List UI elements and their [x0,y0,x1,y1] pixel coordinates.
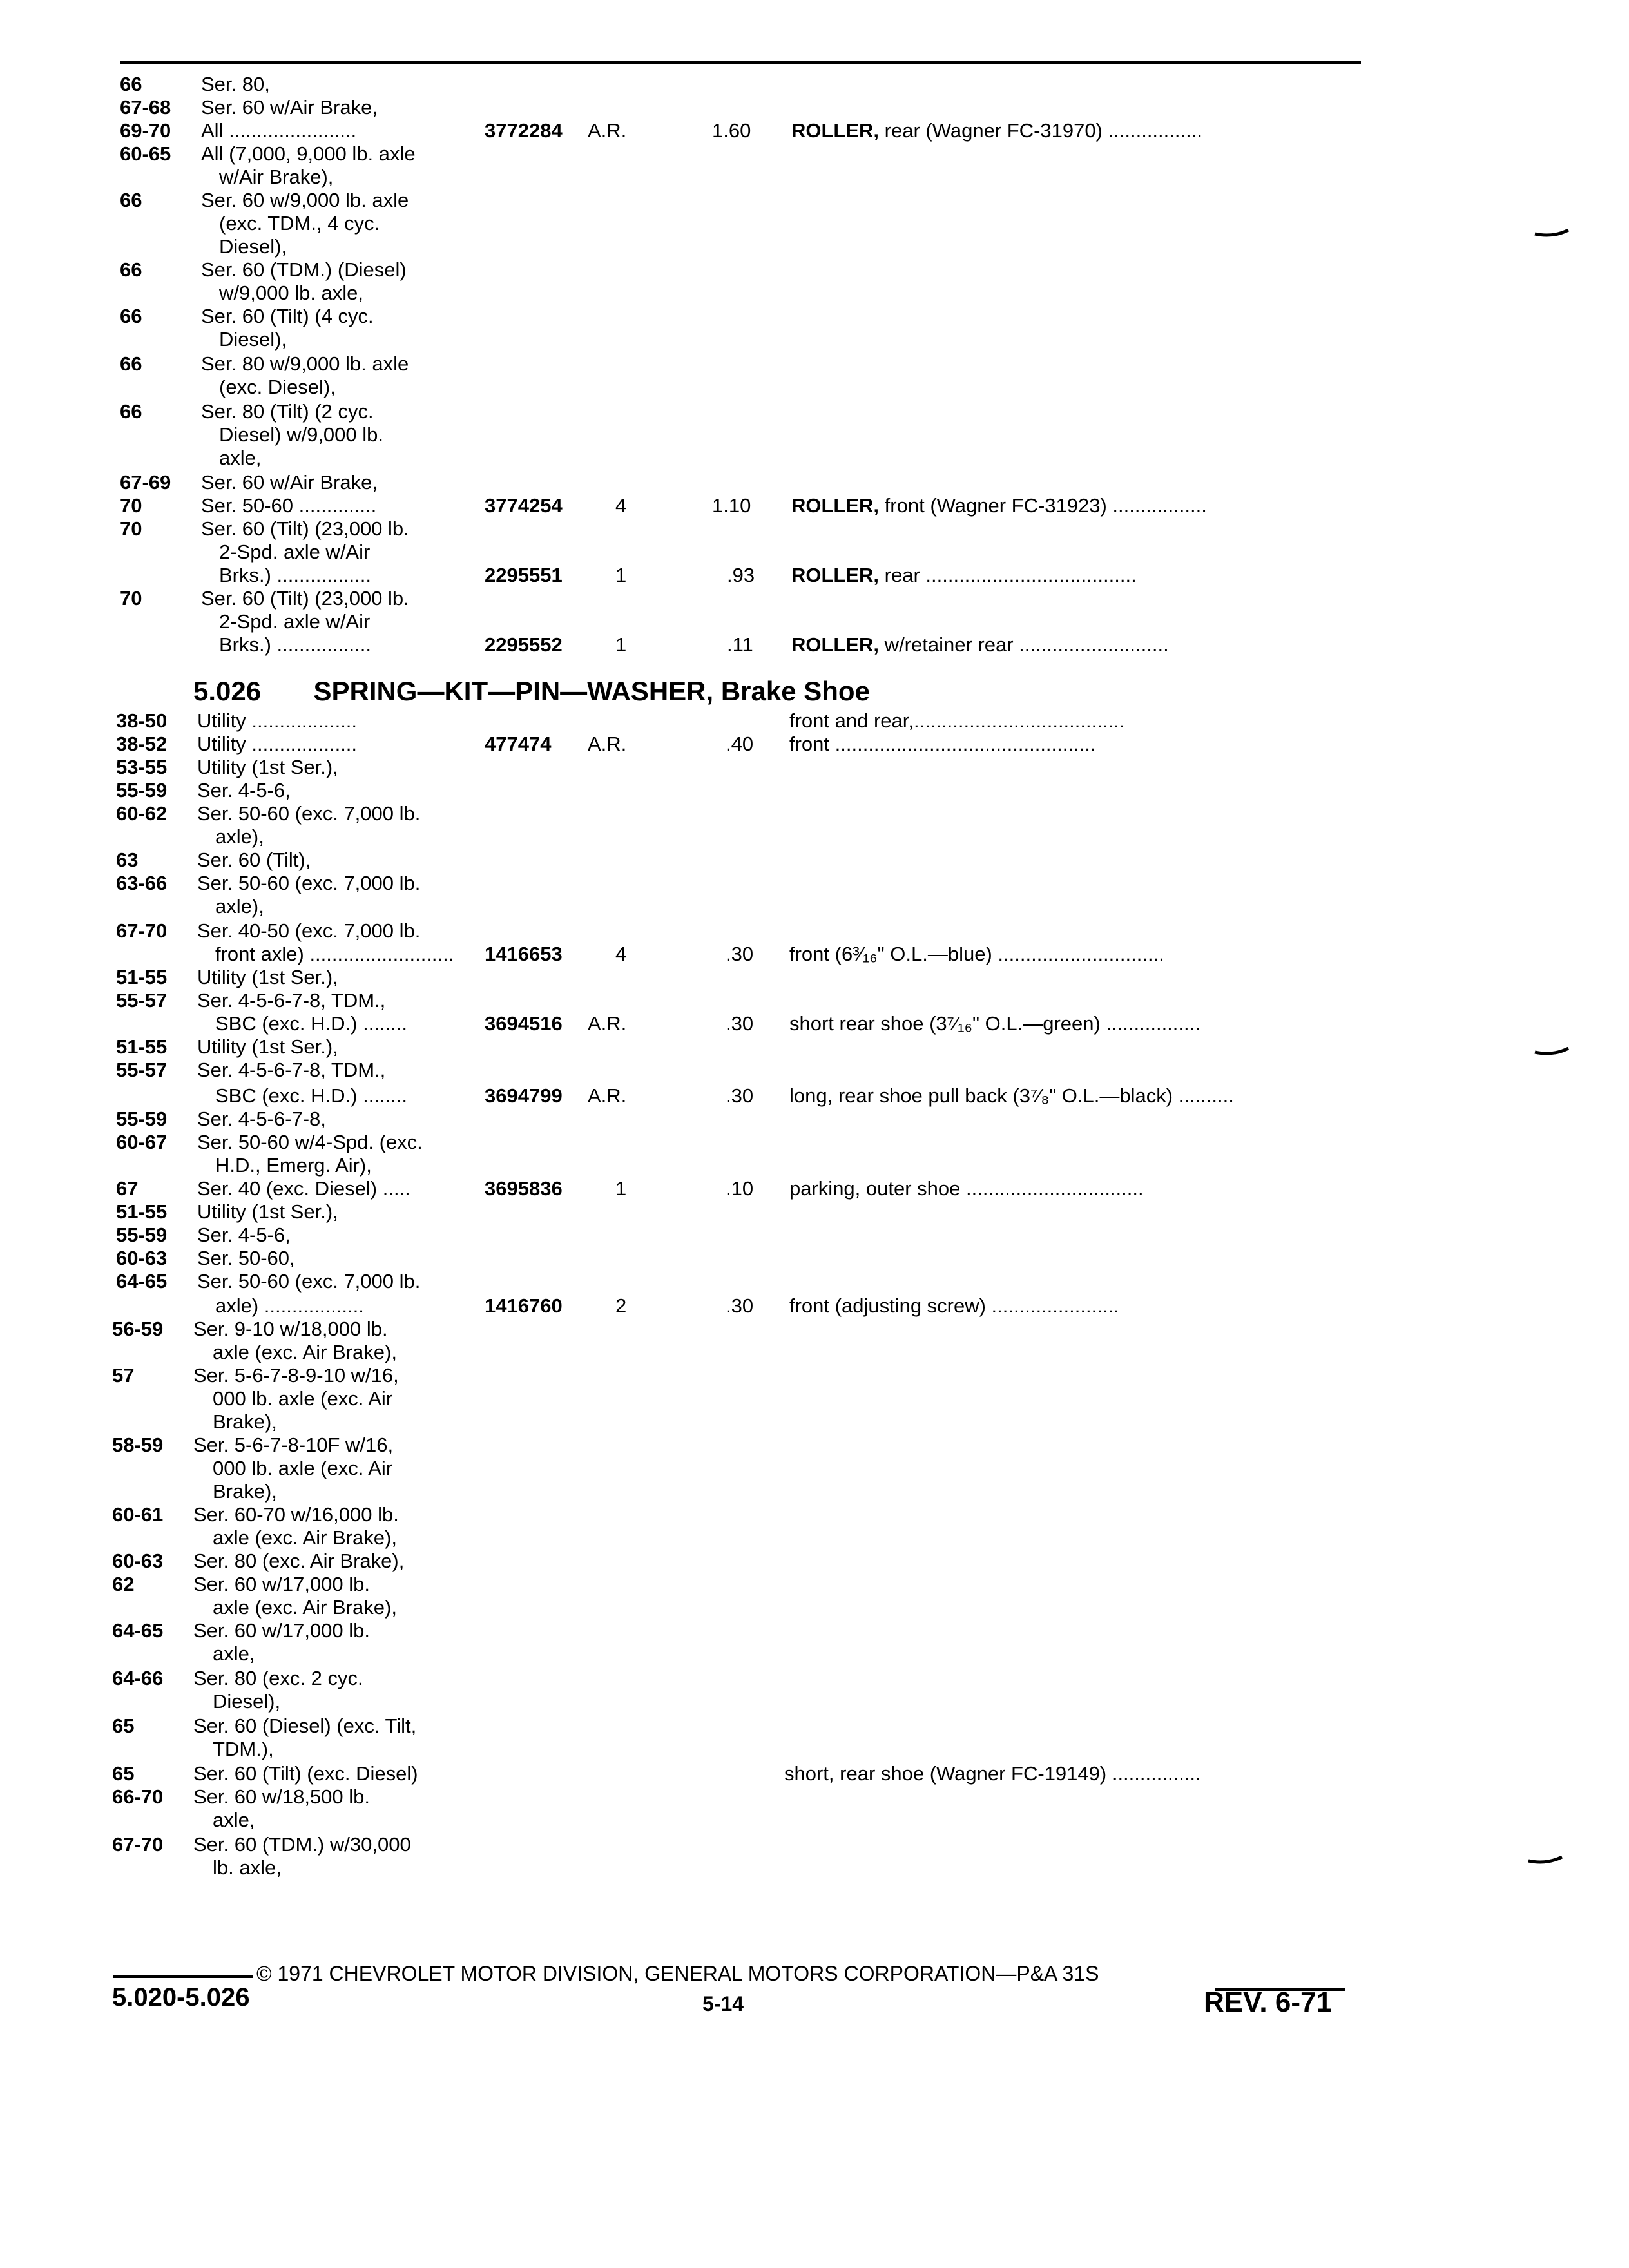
model-years: 66 [120,189,142,211]
application-text: Ser. 60 (Tilt) (23,000 lb. [201,587,409,610]
model-years: 55-59 [116,1224,168,1246]
application-text: Ser. 50-60, [197,1247,295,1269]
part-description [784,1762,1201,1785]
application-text: Ser. 4-5-6-7-8, TDM., [197,1059,386,1081]
application-text: axle (exc. Air Brake), [213,1596,397,1619]
part-description [789,1294,1119,1318]
application-text: Ser. 60 (Tilt) (23,000 lb. [201,517,409,540]
application-text: Utility ................... [197,733,358,755]
application-text: Ser. 80 (exc. Air Brake), [193,1550,405,1572]
part-detail: long, rear shoe pull back (3⁷⁄₈" O.L.—black) .......... [789,1084,1234,1107]
application-text: Ser. 60 w/Air Brake, [201,471,378,494]
list-price: .40 [726,733,754,755]
model-years: 55-59 [116,1108,168,1130]
model-years: 67-68 [120,96,171,119]
application-text: lb. axle, [213,1856,282,1879]
model-years: 63-66 [116,872,168,894]
application-text: w/Air Brake), [219,166,334,188]
margin-mark [1527,1856,1563,1866]
quantity: A.R. [588,733,627,755]
application-text: 2-Spd. axle w/Air [219,610,371,633]
application-text: Brks.) ................. [219,564,371,586]
application-text: Ser. 50-60 (exc. 7,000 lb. [197,1270,421,1293]
part-detail: front (adjusting screw) ....................... [789,1294,1119,1317]
part-detail: short rear shoe (3⁷⁄₁₆" O.L.—green) ................. [789,1012,1200,1035]
list-price: .30 [726,1294,754,1317]
model-years: 65 [112,1762,135,1785]
application-text: axle, [213,1642,255,1665]
application-text: Ser. 4-5-6, [197,779,291,802]
model-years: 65 [112,1715,135,1737]
part-description [789,733,1095,756]
application-text: Utility (1st Ser.), [197,1035,338,1058]
quantity: 1 [615,1177,627,1200]
application-text: axle (exc. Air Brake), [213,1341,397,1363]
page-number: 5-14 [702,1992,744,2015]
model-years: 38-50 [116,709,168,732]
model-years: 70 [120,517,142,540]
application-text: axle), [215,825,264,848]
model-years: 60-63 [112,1550,164,1572]
application-text: Ser. 60 w/9,000 lb. axle [201,189,409,211]
application-text: Ser. 50-60 (exc. 7,000 lb. [197,802,421,825]
application-text: Utility ................... [197,709,358,732]
part-number: 477474 [485,733,552,755]
application-text: Ser. 50-60 .............. [201,494,377,517]
application-text: Utility (1st Ser.), [197,1200,338,1223]
model-years: 53-55 [116,756,168,778]
application-text: Brake), [213,1480,277,1503]
application-text: Utility (1st Ser.), [197,966,338,988]
application-text: All (7,000, 9,000 lb. axle [201,142,416,165]
application-text: All ....................... [201,119,357,142]
application-text: Ser. 9-10 w/18,000 lb. [193,1318,388,1340]
revision-label: REV. 6-71 [1204,1986,1332,2018]
part-name: ROLLER, [791,494,880,517]
part-description [789,1084,1234,1108]
model-years: 60-63 [116,1247,168,1269]
application-text: TDM.), [213,1738,274,1760]
application-text: Diesel) w/9,000 lb. [219,423,384,446]
model-years: 67 [116,1177,139,1200]
part-detail: rear ...................................... [879,564,1137,586]
model-years: 51-55 [116,966,168,988]
application-text: Ser. 60 w/17,000 lb. [193,1619,371,1642]
application-text: Ser. 60 (Diesel) (exc. Tilt, [193,1715,417,1737]
part-number: 3774254 [485,494,563,517]
application-text: axle) .................. [215,1294,364,1317]
part-description [789,709,1124,733]
model-years: 66 [120,305,142,327]
model-years: 56-59 [112,1318,164,1340]
top-rule [120,61,1361,64]
part-detail: front (Wagner FC-31923) ................. [879,494,1207,517]
part-detail: front (6³⁄₁₆" O.L.—blue) .............................. [789,943,1164,965]
application-text: axle), [215,895,264,918]
application-text: Ser. 80 (Tilt) (2 cyc. [201,400,374,423]
part-name: ROLLER, [791,564,880,586]
list-price: .30 [726,1084,754,1107]
part-description [789,1177,1144,1200]
model-years: 66-70 [112,1785,164,1808]
model-years: 64-65 [112,1619,164,1642]
part-detail: front and rear,...................................... [789,709,1125,732]
section-range: 5.020-5.026 [112,1983,250,2012]
model-years: 64-66 [112,1667,164,1689]
footer-rule-left [113,1975,253,1978]
application-text: Ser. 40 (exc. Diesel) ..... [197,1177,410,1200]
model-years: 60-61 [112,1503,164,1526]
quantity: 2 [615,1294,627,1317]
model-years: 67-70 [112,1833,164,1856]
list-price: .93 [727,564,755,586]
margin-mark [1534,1047,1570,1057]
application-text: Ser. 4-5-6, [197,1224,291,1246]
application-text: H.D., Emerg. Air), [215,1154,372,1177]
application-text: Diesel), [219,235,287,258]
application-text: axle, [213,1809,255,1831]
model-years: 55-57 [116,1059,168,1081]
application-text: Ser. 60 w/18,500 lb. [193,1785,371,1808]
list-price: 1.60 [712,119,751,142]
application-text: Ser. 60 (TDM.) w/30,000 [193,1833,411,1856]
model-years: 60-67 [116,1131,168,1153]
application-text: Ser. 60-70 w/16,000 lb. [193,1503,399,1526]
part-detail: parking, outer shoe ................................ [789,1177,1144,1200]
quantity: 1 [615,633,627,656]
model-years: 66 [120,258,142,281]
model-years: 64-65 [116,1270,168,1293]
application-text: SBC (exc. H.D.) ........ [215,1084,407,1107]
application-text: Ser. 60 w/Air Brake, [201,96,378,119]
application-text: Diesel), [219,328,287,351]
part-number: 3695836 [485,1177,563,1200]
margin-mark [1534,229,1570,239]
quantity: A.R. [588,119,627,142]
part-number: 3694799 [485,1084,563,1107]
model-years: 67-70 [116,919,168,942]
model-years: 55-59 [116,779,168,802]
part-description [789,943,1164,966]
part-detail: w/retainer rear ........................... [879,633,1169,656]
application-text: Ser. 40-50 (exc. 7,000 lb. [197,919,421,942]
model-years: 70 [120,587,142,610]
application-text: front axle) .......................... [215,943,454,965]
list-price: .10 [726,1177,754,1200]
application-text: 000 lb. axle (exc. Air [213,1457,393,1479]
application-text: axle, [219,447,262,469]
application-text: Ser. 60 (Tilt), [197,849,311,871]
part-description [789,1012,1200,1035]
application-text: SBC (exc. H.D.) ........ [215,1012,407,1035]
application-text: (exc. Diesel), [219,376,336,398]
model-years: 55-57 [116,989,168,1012]
quantity: 4 [615,943,627,965]
quantity: 4 [615,494,627,517]
model-years: 66 [120,352,142,375]
application-text: Ser. 80, [201,73,270,95]
application-text: Brake), [213,1410,277,1433]
section-title: SPRING—KIT—PIN—WASHER, [313,676,714,706]
part-name: ROLLER, [791,119,880,142]
model-years: 58-59 [112,1434,164,1456]
part-number: 2295551 [485,564,563,586]
part-name: ROLLER, [791,633,880,656]
part-detail: rear (Wagner FC-31970) ................. [879,119,1202,142]
quantity: 1 [615,564,627,586]
application-text: Utility (1st Ser.), [197,756,338,778]
application-text: Ser. 60 (TDM.) (Diesel) [201,258,407,281]
part-number: 3772284 [485,119,563,142]
section-number: 5.026 [193,676,262,706]
section-heading [193,676,870,707]
model-years: 69-70 [120,119,171,142]
application-text: (exc. TDM., 4 cyc. [219,212,380,235]
application-text: Diesel), [213,1690,281,1713]
application-text: Ser. 80 (exc. 2 cyc. [193,1667,363,1689]
model-years: 57 [112,1364,135,1387]
application-text: Ser. 60 (Tilt) (exc. Diesel) [193,1762,418,1785]
application-text: Ser. 50-60 w/4-Spd. (exc. [197,1131,423,1153]
application-text: Ser. 50-60 (exc. 7,000 lb. [197,872,421,894]
application-text: Ser. 4-5-6-7-8, TDM., [197,989,386,1012]
part-detail: short, rear shoe (Wagner FC-19149) ................ [784,1762,1201,1785]
application-text: axle (exc. Air Brake), [213,1526,397,1549]
part-description [791,494,1207,517]
application-text: Ser. 60 (Tilt) (4 cyc. [201,305,374,327]
part-number: 3694516 [485,1012,563,1035]
model-years: 67-69 [120,471,171,494]
part-description [791,119,1202,142]
model-years: 70 [120,494,142,517]
part-number: 2295552 [485,633,563,656]
model-years: 38-52 [116,733,168,755]
list-price: .11 [727,633,753,656]
model-years: 66 [120,73,142,95]
model-years: 63 [116,849,139,871]
model-years: 51-55 [116,1035,168,1058]
part-description [791,564,1137,587]
model-years: 66 [120,400,142,423]
part-number: 1416653 [485,943,563,965]
application-text: Ser. 4-5-6-7-8, [197,1108,326,1130]
model-years: 60-65 [120,142,171,165]
application-text: 000 lb. axle (exc. Air [213,1387,393,1410]
application-text: Ser. 60 w/17,000 lb. [193,1573,371,1595]
part-number: 1416760 [485,1294,563,1317]
quantity: A.R. [588,1012,627,1035]
application-text: Ser. 5-6-7-8-10F w/16, [193,1434,394,1456]
part-description [791,633,1169,657]
model-years: 51-55 [116,1200,168,1223]
application-text: 2-Spd. axle w/Air [219,541,371,563]
copyright-line: © 1971 CHEVROLET MOTOR DIVISION, GENERAL MOTORS CORPORATION—P&A 31S [256,1962,1099,1985]
section-subtitle: Brake Shoe [720,676,870,706]
quantity: A.R. [588,1084,627,1107]
application-text: Ser. 5-6-7-8-9-10 w/16, [193,1364,399,1387]
application-text: w/9,000 lb. axle, [219,282,364,304]
model-years: 60-62 [116,802,168,825]
application-text: Ser. 80 w/9,000 lb. axle [201,352,409,375]
application-text: Brks.) ................. [219,633,371,656]
list-price: .30 [726,943,754,965]
list-price: 1.10 [712,494,751,517]
list-price: .30 [726,1012,754,1035]
model-years: 62 [112,1573,135,1595]
part-detail: front ............................................... [789,733,1096,755]
